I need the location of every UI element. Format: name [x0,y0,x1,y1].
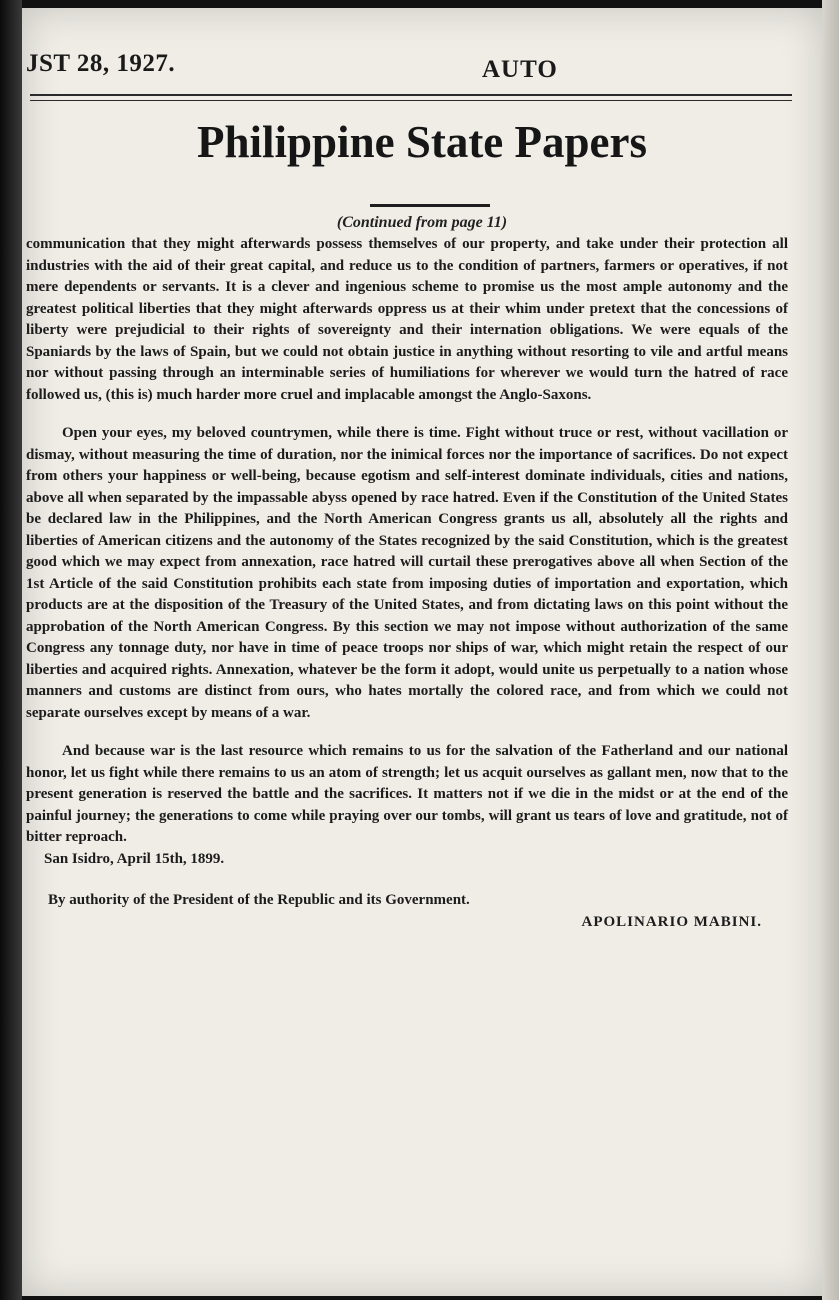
title-divider [370,204,490,207]
paragraph-3: And because war is the last resource which remains to us for the salvation of the Fatherland and our national honor, let us fight while there remains to us an atom of strength; let us acquit ourselves as gallant men, now that to the present generation is reserved the battle and the sacrifices. It matters not if we die in the midst or at the end of the painful journey; the generations to come while praying over our tombs, will grant us tears of love and gratitude, not of bitter reproach. [26,743,788,845]
scan-left-edge [0,0,22,1300]
section-name: AUTO [482,56,558,83]
paragraph-1: communication that they might afterwards possess themselves of our property, and take under their protection all industries with the aid of their great capital, and reduce us to the condition of partners, farmers or operatives, if not mere dependents or servants. It is a clever and ingenious scheme to promise us the most ample autonomy and the greatest political liberties that they might afterwards oppress us at their whim under pretext that the concessions of liberty were prejudicial to their rights of sovereignty and their internation obligations. We were equals of the Spaniards by the laws of Spain, but we could not obtain justice in anything without resorting to vile and artful means nor without passing through an interminable series of humiliations for wherever we would turn the hatred of race followed us, (this is) much harder more cruel and implacable amongst the Anglo-Saxons. [26,236,788,403]
header-rule [30,94,792,96]
article-title: Philippine State Papers [196,117,648,167]
continued-note: (Continued from page 11) [336,214,508,231]
header-rule-thin [30,100,792,101]
newspaper-page [22,8,822,1296]
signature: APOLINARIO MABINI. [581,913,762,930]
paragraph-2: Open your eyes, my beloved countrymen, while there is time. Fight without truce or rest, without vacillation or dismay, without measuring the time of duration, nor the inimical forces nor the importance of sacrifices. Do not expect from others your happiness or well-being, because egotism and self-interest dominate individuals, cities and nations, above all when separated by the impassable abyss opened by race hatred. Even if the Constitution of the United States be declared law in the Philippines, and the North American Congress grants us all, absolutely all the rights and liberties of American citizens and the autonomy of the States recognized by the said Constitution, which is the greatest good which we may expect from annexation, race hatred will curtail these prerogatives above all when Section of the 1st Article of the said Constitution prohibits each state from imposing duties of importation and exportation, which products are at the disposition of the Treasury of the United States, and from dictating laws on this point without the approbation of the North American Congress. By this section we may not impose without authorization of the same Congress any tonnage duty, nor have in time of peace troops nor ships of war, which might retain the respect of our liberties and acquired rights. Annexation, whatever be the form it adopt, would unite us perpetually to a nation whose manners and customs are distinct from ours, who hates mortally the colored race, and from which we could not separate ourselves except by means of a war. [26,425,788,721]
place-date-line: San Isidro, April 15th, 1899. [44,850,225,867]
article-body [26,234,788,933]
scan-right-edge [822,0,839,1300]
page-header [22,46,822,92]
authority-line: By authority of the President of the Republic and its Government. [48,892,470,908]
issue-date: JST 28, 1927. [26,50,176,77]
